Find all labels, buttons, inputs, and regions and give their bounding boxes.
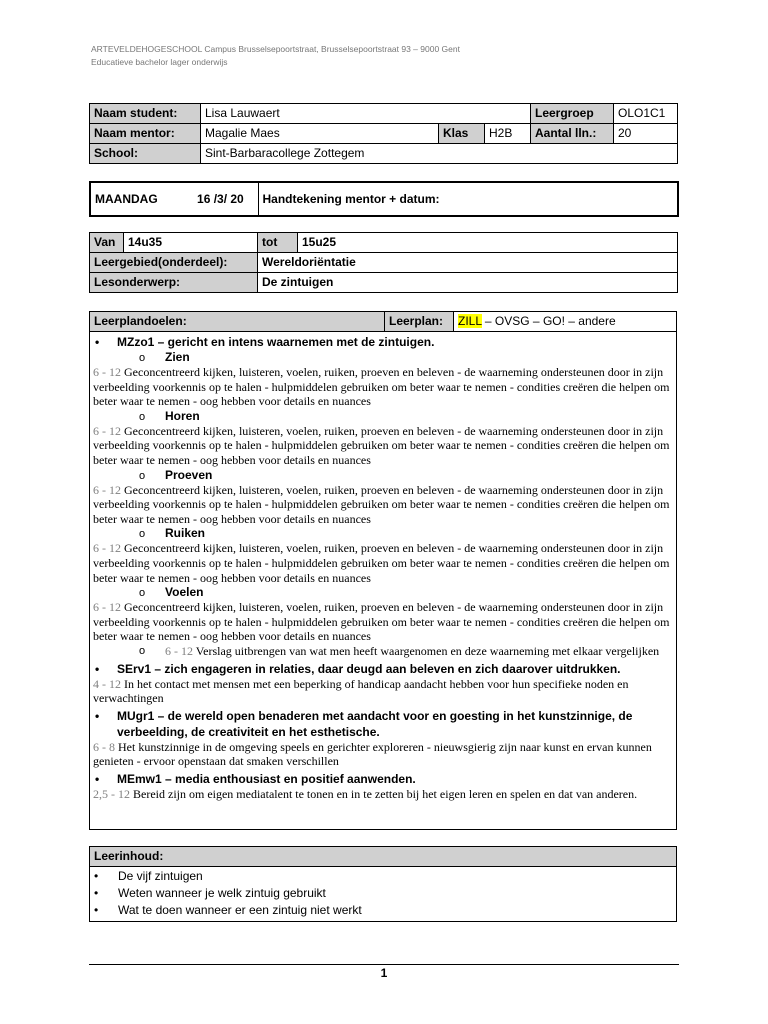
sense-description bbox=[93, 541, 673, 585]
leergroep-label: Leergroep bbox=[531, 104, 614, 124]
description-text: Het kunstzinnige in de omgeving speels en gerichter exploreren - nieuwsgierig zijn naar kunst en ervan kunnen genieten - ervoor openstaan dat smaken verschillen bbox=[93, 739, 652, 769]
leerplandoelen-section bbox=[89, 311, 677, 830]
goal-code: MZzo1 bbox=[117, 335, 155, 349]
van-value: 14u35 bbox=[124, 233, 258, 253]
description-text: Geconcentreerd kijken, luisteren, voelen, ruiken, proeven en beleven - de waarneming ondersteunen door in zijn verbeelding voorkennis op te halen - hulpmiddelen gebruiken om beter waar te nemen - condities creëren die helpen om beter waar te nemen - oog hebben voor details en nuances bbox=[93, 600, 670, 644]
verslag-item bbox=[93, 644, 673, 659]
list-item-text: Weten wanneer je welk zintuig gebruikt bbox=[118, 886, 326, 900]
list-item-text: De vijf zintuigen bbox=[118, 869, 203, 883]
description-text: Geconcentreerd kijken, luisteren, voelen, ruiken, proeven en beleven - de waarneming ondersteunen door in zijn verbeelding voorkennis op te halen - hulpmiddelen gebruiken om beter waar te nemen - condities creëren die helpen om beter waar te nemen - oog hebben voor details en nuances bbox=[93, 365, 670, 409]
circle-bullet-icon: o bbox=[139, 587, 146, 600]
aantal-value: 20 bbox=[614, 124, 678, 144]
lesonderwerp-value: De zintuigen bbox=[258, 273, 678, 293]
student-info-table bbox=[89, 103, 678, 164]
sense-description bbox=[93, 424, 673, 468]
bullet-icon: • bbox=[95, 708, 100, 723]
signature-label: Handtekening mentor + datum: bbox=[258, 182, 678, 216]
goal-description bbox=[93, 677, 673, 706]
day-date: 16 /3/ 20 bbox=[197, 192, 244, 206]
school-name: Sint-Barbaracollege Zottegem bbox=[201, 144, 678, 164]
goal-description bbox=[93, 787, 673, 802]
student-name: Lisa Lauwaert bbox=[201, 104, 531, 124]
mentor-name: Magalie Maes bbox=[201, 124, 439, 144]
leerinhoud-section bbox=[89, 846, 677, 922]
sense-heading bbox=[93, 585, 673, 600]
aantal-label: Aantal lln.: bbox=[531, 124, 614, 144]
van-label: Van bbox=[90, 233, 124, 253]
bullet-icon: • bbox=[94, 886, 99, 900]
verslag-text: Verslag uitbrengen van wat men heeft waargenomen en deze waarneming met elkaar vergelijken bbox=[193, 643, 660, 658]
sense-name: Horen bbox=[165, 408, 200, 423]
list-item bbox=[90, 902, 676, 919]
leerplan-label: Leerplan: bbox=[385, 312, 454, 331]
sense-name: Proeven bbox=[165, 467, 213, 482]
bullet-icon: • bbox=[94, 903, 99, 917]
list-item bbox=[90, 868, 676, 885]
circle-bullet-icon: o bbox=[139, 528, 146, 541]
leergebied-label: Leergebied(onderdeel): bbox=[90, 253, 258, 273]
sense-description bbox=[93, 600, 673, 644]
klas-value: H2B bbox=[485, 124, 531, 144]
bullet-icon: • bbox=[95, 661, 100, 676]
list-item bbox=[90, 885, 676, 902]
age-code: 4 - 12 bbox=[93, 676, 121, 691]
goal-code: MUgr1 bbox=[117, 708, 155, 723]
age-code: 6 - 12 bbox=[93, 541, 121, 556]
circle-bullet-icon: o bbox=[139, 410, 146, 423]
description-text: Geconcentreerd kijken, luisteren, voelen, ruiken, proeven en beleven - de waarneming ondersteunen door in zijn verbeelding voorkennis op te halen - hulpmiddelen gebruiken om beter waar te nemen - condities creëren die helpen om beter waar te nemen - oog hebben voor details en nuances bbox=[93, 423, 670, 467]
age-code: 6 - 12 bbox=[93, 365, 121, 379]
circle-bullet-icon: o bbox=[139, 644, 146, 657]
page-number: 1 bbox=[380, 966, 388, 980]
sense-name: Ruiken bbox=[165, 526, 206, 541]
goal-code: SErv1 bbox=[117, 661, 152, 676]
goal-item bbox=[93, 334, 673, 350]
leergebied-value: Wereldoriëntatie bbox=[258, 253, 678, 273]
sense-name: Voelen bbox=[165, 585, 204, 600]
document-header bbox=[91, 43, 460, 69]
goal-text: – zich engageren in relaties, daar deugd aan beleven en zich daarover uitdrukken. bbox=[151, 661, 621, 676]
goal-item bbox=[93, 708, 673, 740]
age-code: 6 - 12 bbox=[93, 482, 121, 497]
sense-heading bbox=[93, 350, 673, 365]
age-code: 6 - 12 bbox=[165, 643, 193, 658]
bullet-icon: • bbox=[95, 335, 100, 349]
day-table bbox=[89, 181, 679, 217]
goal-text: – de wereld open benaderen met aandacht voor en goesting in het kunstzinnige, de verbeelding, de creativiteit en het esthetische. bbox=[117, 708, 633, 739]
sense-name: Zien bbox=[165, 350, 190, 364]
description-text: Geconcentreerd kijken, luisteren, voelen, ruiken, proeven en beleven - de waarneming ondersteunen door in zijn verbeelding voorkennis op te halen - hulpmiddelen gebruiken om beter waar te nemen - condities creëren die helpen om beter waar te nemen - oog hebben voor details en nuances bbox=[93, 541, 670, 585]
description-text: In het contact met mensen met een beperking of handicap aandacht hebben voor hun specifieke noden en verwachtingen bbox=[93, 676, 629, 706]
leerplandoelen-header bbox=[90, 312, 676, 332]
leerinhoud-list bbox=[90, 867, 676, 921]
age-code: 6 - 12 bbox=[93, 423, 121, 438]
age-code: 6 - 8 bbox=[93, 739, 115, 754]
klas-label: Klas bbox=[439, 124, 485, 144]
goal-item bbox=[93, 771, 673, 787]
leerplan-others: – OVSG – GO! – andere bbox=[481, 314, 616, 328]
tot-value: 15u25 bbox=[298, 233, 678, 253]
goal-text: – gericht en intens waarnemen met de zintuigen. bbox=[154, 335, 435, 349]
tot-label: tot bbox=[258, 233, 298, 253]
mentor-label: Naam mentor: bbox=[90, 124, 201, 144]
bullet-icon: • bbox=[94, 869, 99, 883]
leergroep-value: OLO1C1 bbox=[614, 104, 678, 124]
leerplandoelen-label: Leerplandoelen: bbox=[90, 312, 385, 331]
sense-description bbox=[93, 483, 673, 527]
sense-heading bbox=[93, 409, 673, 424]
age-code: 2,5 - 12 bbox=[93, 786, 130, 801]
circle-bullet-icon: o bbox=[139, 352, 146, 364]
goal-description bbox=[93, 740, 673, 769]
goal-text: – media enthousiast en positief aanwenden. bbox=[161, 771, 416, 786]
bullet-icon: • bbox=[95, 771, 100, 786]
sense-heading bbox=[93, 468, 673, 483]
header-school-line: ARTEVELDEHOGESCHOOL Campus Brusselsepoortstraat, Brusselsepoortstraat 93 – 9000 Gent bbox=[91, 44, 460, 54]
day-name: MAANDAG bbox=[95, 192, 158, 206]
school-label: School: bbox=[90, 144, 201, 164]
leerplan-zill: ZILL bbox=[458, 314, 482, 328]
lesson-table bbox=[89, 232, 678, 293]
goal-item bbox=[93, 661, 673, 677]
sense-heading bbox=[93, 526, 673, 541]
age-code: 6 - 12 bbox=[93, 600, 121, 615]
list-item-text: Wat te doen wanneer er een zintuig niet werkt bbox=[118, 903, 362, 917]
lesonderwerp-label: Lesonderwerp: bbox=[90, 273, 258, 293]
leerplandoelen-body bbox=[90, 332, 676, 801]
leerinhoud-label: Leerinhoud: bbox=[90, 847, 676, 867]
sense-description bbox=[93, 365, 673, 409]
description-text: Geconcentreerd kijken, luisteren, voelen, ruiken, proeven en beleven - de waarneming ondersteunen door in zijn verbeelding voorkennis op te halen - hulpmiddelen gebruiken om beter waar te nemen - condities creëren die helpen om beter waar te nemen - oog hebben voor details en nuances bbox=[93, 482, 670, 526]
footer-divider bbox=[89, 964, 679, 965]
header-program-line: Educatieve bachelor lager onderwijs bbox=[91, 57, 228, 67]
goal-code: MEmw1 bbox=[117, 771, 162, 786]
circle-bullet-icon: o bbox=[139, 469, 146, 482]
student-label: Naam student: bbox=[90, 104, 201, 124]
day-cell bbox=[90, 182, 258, 216]
description-text: Bereid zijn om eigen mediatalent te tonen en in te zetten bij het eigen leren en spelen en dat van anderen. bbox=[130, 786, 638, 801]
leerplan-options bbox=[454, 312, 676, 331]
